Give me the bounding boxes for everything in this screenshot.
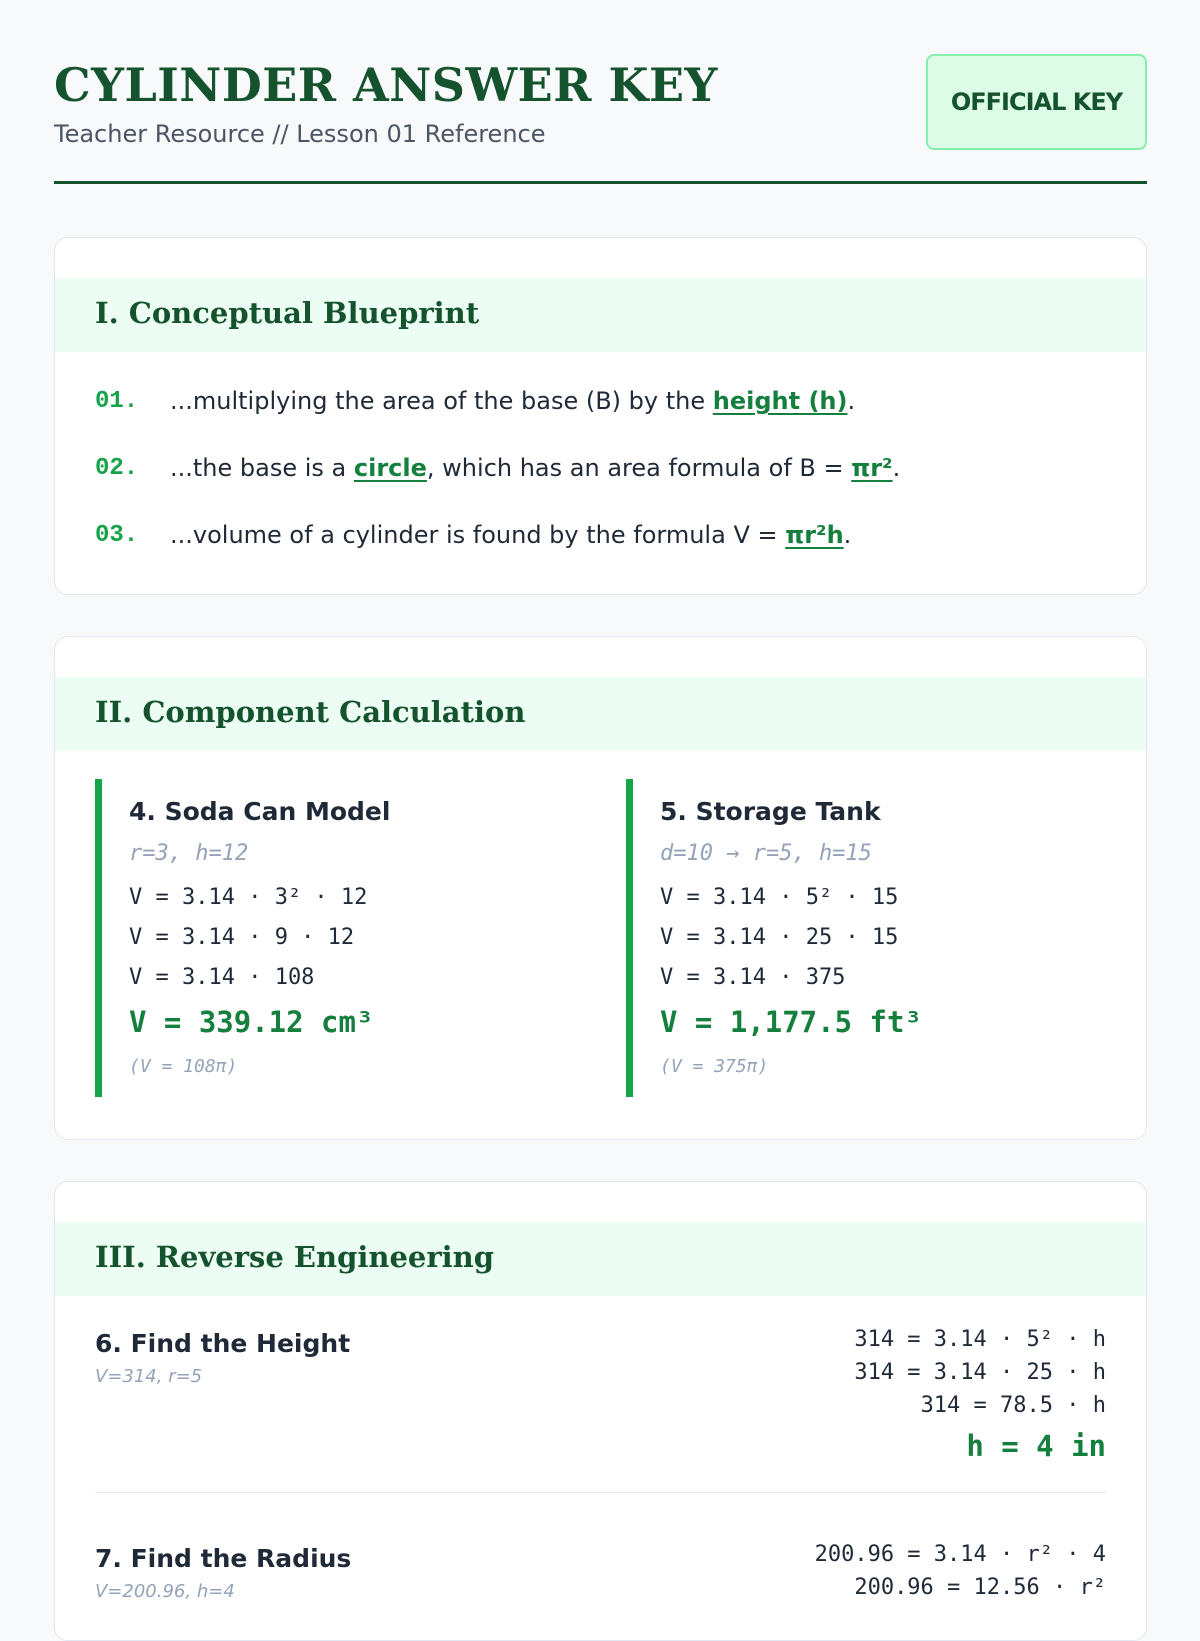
calc-step: 200.96 = 3.14 · r² · 4: [814, 1542, 1106, 1567]
answer-circle: circle: [353, 454, 427, 482]
find-radius-title: 7. Find the Radius: [95, 1544, 352, 1573]
calc-step: V = 3.14 · 9 · 12: [129, 925, 355, 950]
item-number: 03.: [95, 521, 139, 549]
problem-divider: [95, 1492, 1106, 1493]
find-radius-given: V=200.96, h=4: [95, 1581, 235, 1602]
problem-title: 5. Storage Tank: [660, 797, 881, 826]
official-key-badge: OFFICIAL KEY: [926, 54, 1147, 150]
problem-title: 4. Soda Can Model: [129, 797, 391, 826]
item-text: ...multiplying the area of the base (B) by the height (h).: [170, 387, 856, 415]
page-title: CYLINDER ANSWER KEY: [54, 58, 718, 112]
blueprint-item-02: [95, 448, 900, 488]
page-header: [54, 0, 1147, 184]
calc-step: V = 3.14 · 375: [660, 965, 846, 990]
final-answer: h = 4 in: [966, 1429, 1106, 1463]
find-height-title: 6. Find the Height: [95, 1329, 351, 1358]
calc-step: V = 3.14 · 108: [129, 965, 315, 990]
section-heading: II. Component Calculation: [95, 695, 526, 729]
answer-height: height (h): [712, 387, 848, 415]
calc-step: V = 3.14 · 25 · 15: [660, 925, 899, 950]
section-header: [55, 677, 1146, 751]
component-calculation-section: [54, 636, 1147, 1140]
section-heading: I. Conceptual Blueprint: [95, 296, 480, 330]
conceptual-blueprint-section: [54, 237, 1147, 595]
answer-volume-formula: πr²h: [785, 521, 844, 549]
item-number: 02.: [95, 454, 139, 482]
item-text: ...volume of a cylinder is found by the formula V = πr²h.: [170, 521, 852, 549]
answer-base-area: πr²: [851, 454, 893, 482]
page-subtitle: Teacher Resource // Lesson 01 Reference: [54, 120, 546, 148]
soda-can-problem: [95, 779, 575, 1097]
calc-step: V = 3.14 · 3² · 12: [129, 885, 368, 910]
calc-step: V = 3.14 · 5² · 15: [660, 885, 899, 910]
calc-step: 314 = 3.14 · 25 · h: [854, 1360, 1106, 1385]
final-answer: V = 339.12 cm³: [129, 1005, 374, 1039]
problem-given: d=10 → r=5, h=15: [660, 841, 872, 866]
section-heading: III. Reverse Engineering: [95, 1240, 495, 1274]
pi-form-note: (V = 108π): [129, 1056, 238, 1077]
storage-tank-problem: [626, 779, 1106, 1097]
item-number: 01.: [95, 387, 139, 415]
calc-step: 314 = 3.14 · 5² · h: [854, 1327, 1106, 1352]
reverse-engineering-section: [54, 1181, 1147, 1641]
calc-step: 200.96 = 12.56 · r²: [854, 1575, 1106, 1600]
calc-step: 314 = 78.5 · h: [920, 1393, 1106, 1418]
blueprint-item-03: [95, 515, 851, 555]
problem-given: r=3, h=12: [129, 841, 249, 866]
pi-form-note: (V = 375π): [660, 1056, 769, 1077]
find-height-given: V=314, r=5: [95, 1366, 203, 1387]
item-text: ...the base is a circle, which has an area formula of B = πr².: [170, 454, 901, 482]
section-header: [55, 278, 1146, 352]
section-header: [55, 1222, 1146, 1296]
blueprint-item-01: [95, 381, 855, 421]
final-answer: V = 1,177.5 ft³: [660, 1005, 922, 1039]
